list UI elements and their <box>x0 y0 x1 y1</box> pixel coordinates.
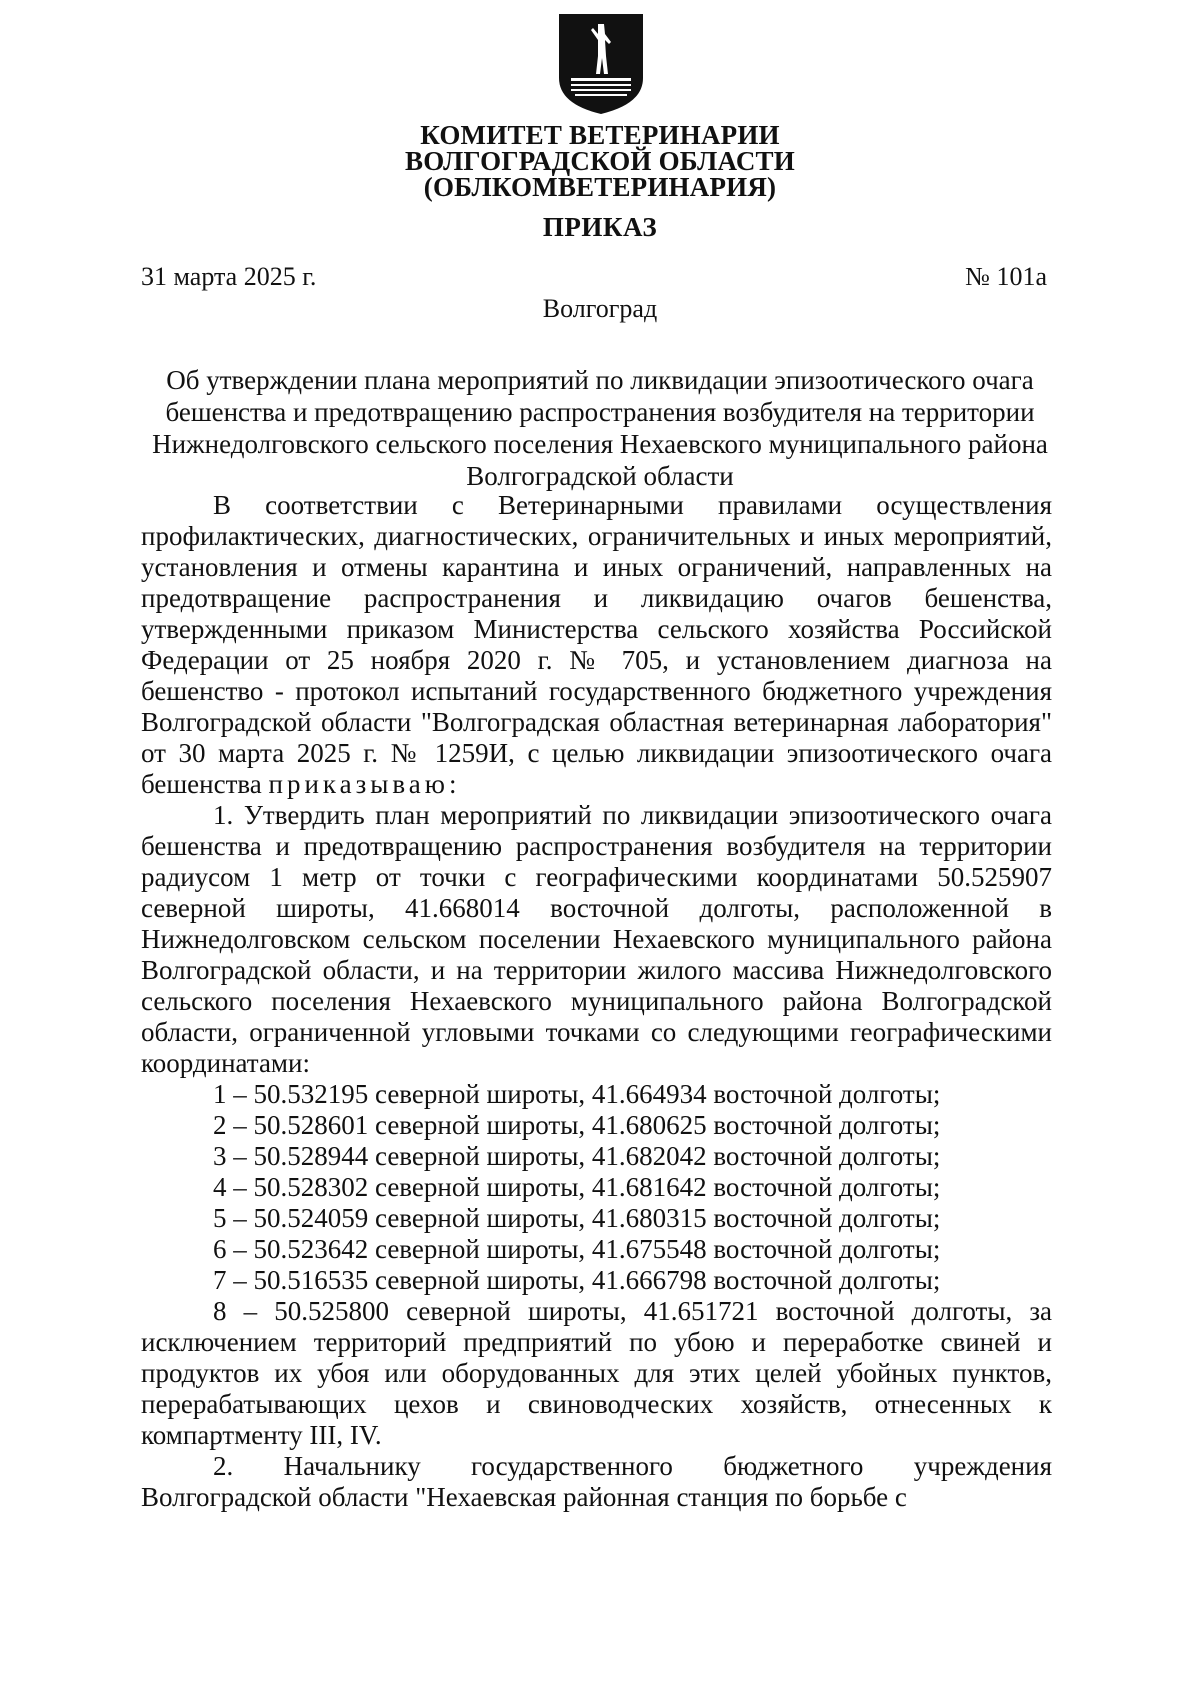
document-number: № 101а <box>965 262 1047 291</box>
coat-of-arms-icon <box>555 12 647 116</box>
item-2-paragraph: 2. Начальнику государственного бюджетного учреждения Волгоградской области "Нехаевская районная станция по борьбе с <box>141 1451 1052 1512</box>
item-1-paragraph: 1. Утвердить план мероприятий по ликвидации эпизоотического очага бешенства и предотвращению распространения возбудителя на территории радиусом 1 метр от точки с географическими координатами 50.525907 северной широты, 41.668014 восточной долготы, расположенной в Нижнедолговском сельском поселении Нехаевского муниципального района Волгоградской области, и на территории жилого массива Нижнедолговского сельского поселения Нехаевского муниципального района Волгоградской области, ограниченной угловыми точками со следующими географическими координатами: <box>141 800 1052 1078</box>
coordinate-point-3: 3 – 50.528944 северной широты, 41.682042 восточной долготы; <box>213 1141 941 1171</box>
coordinate-point-4: 4 – 50.528302 северной широты, 41.681642 восточной долготы; <box>213 1172 941 1202</box>
orders-word: приказываю: <box>268 769 461 799</box>
coordinate-point-1: 1 – 50.532195 северной широты, 41.664934 восточной долготы; <box>213 1079 941 1109</box>
preamble-text: В соответствии с Ветеринарными правилами осуществления профилактических, диагностических, ограничительных и иных мероприятий, установления и отмены карантина и иных ограничений, направленных на предотвращение распространения и ликвидацию очагов бешенства, утвержденными приказом Министерства сельского хозяйства Российской Федерации от 25 ноября 2020 г. № 705, и установлением диагноза на бешенство - протокол испытаний государственного бюджетного учреждения Волгоградской области "Волгоградская областная ветеринарная лаборатория" от 30 марта 2025 г. № 1259И, с целью ликвидации эпизоотического очага бешенства <box>141 490 1052 799</box>
org-name-line2: ВОЛГОГРАДСКОЙ ОБЛАСТИ <box>405 146 795 176</box>
document-city: Волгоград <box>542 294 658 323</box>
coordinate-point-6: 6 – 50.523642 северной широты, 41.675548 восточной долготы; <box>213 1234 941 1264</box>
document-date: 31 марта 2025 г. <box>141 262 317 291</box>
preamble-paragraph <box>141 490 1052 800</box>
org-name-line3: (ОБЛКОМВЕТЕРИНАРИЯ) <box>423 172 777 202</box>
coordinate-point-2: 2 – 50.528601 северной широты, 41.680625 восточной долготы; <box>213 1110 941 1140</box>
org-name-line1: КОМИТЕТ ВЕТЕРИНАРИИ <box>420 120 780 150</box>
coordinate-point-5: 5 – 50.524059 северной широты, 41.680315 восточной долготы; <box>213 1203 941 1233</box>
coordinates-list <box>141 1079 1052 1296</box>
coordinate-point-7: 7 – 50.516535 северной широты, 41.666798 восточной долготы; <box>213 1265 941 1295</box>
document-subject: Об утверждении плана мероприятий по ликвидации эпизоотического очага бешенства и предотвращению распространения возбудителя на территории Нижнедолговского сельского поселения Нехаевского муниципального района Волгоградской области <box>152 365 1048 491</box>
coordinate-point-8-paragraph: 8 – 50.525800 северной широты, 41.651721 восточной долготы, за исключением территорий предприятий по убою и переработке свиней и продуктов их убоя или оборудованных для этих целей убойных пунктов, перерабатывающих цехов и свиноводческих хозяйств, отнесенных к компартменту III, IV. <box>141 1296 1052 1450</box>
document-body <box>141 490 1052 1513</box>
document-type-title: ПРИКАЗ <box>542 212 658 242</box>
